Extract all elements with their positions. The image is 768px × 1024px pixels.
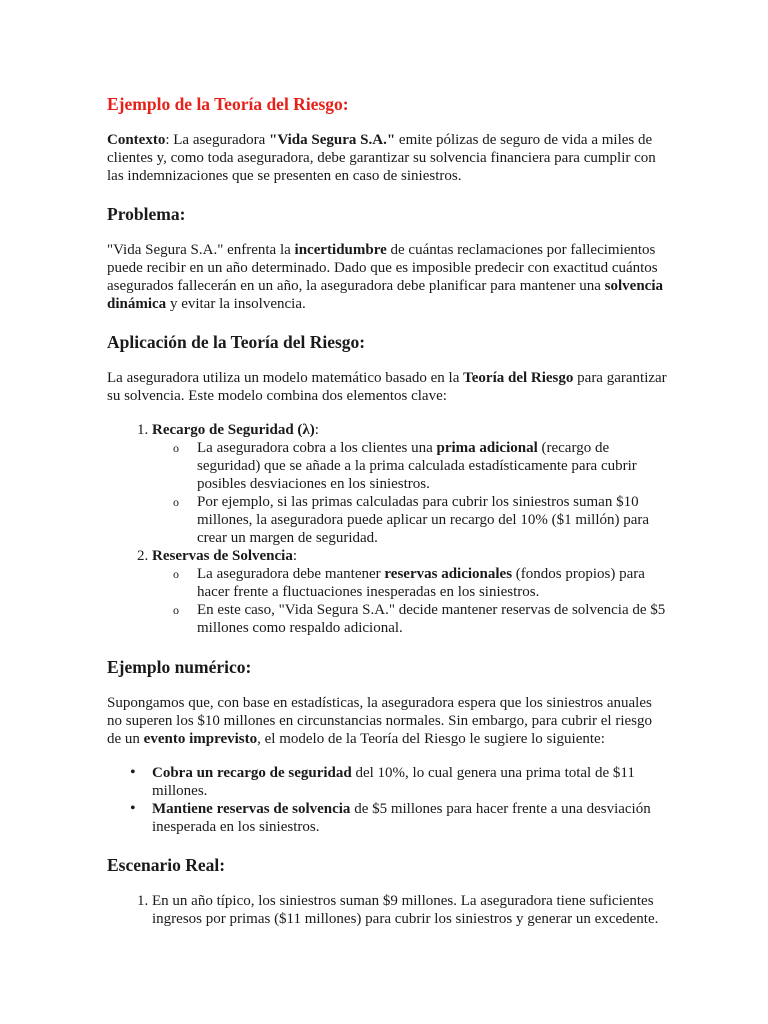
problema-bold-2: solvencia dinámica <box>107 278 664 312</box>
bullet-item <box>152 800 668 836</box>
problema-text-2: de cuántas reclamaciones por fallecimientos puede recibir en un año determinado. Dado que es imposible predecir con exactitud cuántos asegurados fallecerán en un año, la aseguradora debe planificar para mantener una <box>107 242 658 294</box>
sub-list-item <box>173 565 668 601</box>
sub-text: (recargo de seguridad) que se añade a la prima calculada estadísticamente para cubrir posibles desviaciones en los siniestros. <box>197 440 637 492</box>
sub-bold: reservas adicionales <box>384 566 513 582</box>
sub-text: (fondos propios) para hacer frente a fluctuaciones inesperadas en los siniestros. <box>197 566 645 600</box>
problema-paragraph <box>107 241 668 313</box>
sub-list-item <box>173 601 668 637</box>
aplicacion-text-2: para garantizar su solvencia. Este modelo combina dos elementos clave: <box>107 370 667 404</box>
sub-list-item <box>173 493 668 547</box>
document-title: Ejemplo de la Teoría del Riesgo: <box>107 94 349 114</box>
heading-ejemplo: Ejemplo numérico: <box>107 657 252 677</box>
company-name: "Vida Segura S.A." <box>269 132 396 148</box>
sub-text: La aseguradora cobra a los clientes una <box>197 440 437 456</box>
escenario-list <box>107 892 668 928</box>
bullet-bold: Mantiene reservas de solvencia <box>152 801 351 817</box>
item-suffix: : <box>292 548 297 564</box>
aplicacion-text-1: La aseguradora utiliza un modelo matemático basado en la <box>107 370 464 386</box>
sub-text: En este caso, "Vida Segura S.A." decide mantener reservas de solvencia de $5 millones como respaldo adicional. <box>197 602 666 636</box>
ejemplo-paragraph <box>107 694 668 748</box>
sub-list <box>152 439 668 547</box>
contexto-sep: : La aseguradora <box>165 132 270 148</box>
problema-text-1: "Vida Segura S.A." enfrenta la <box>107 242 295 258</box>
problema-text-3: y evitar la insolvencia. <box>166 296 306 312</box>
bullet-text: del 10%, lo cual genera una prima total de $11 millones. <box>152 765 635 799</box>
problema-bold-1: incertidumbre <box>294 242 387 258</box>
sub-text: La aseguradora debe mantener <box>197 566 385 582</box>
contexto-paragraph <box>107 131 668 185</box>
list-item <box>152 421 668 547</box>
contexto-text: emite pólizas de seguro de vida a miles de clientes y, como toda aseguradora, debe garantizar su solvencia financiera para cumplir con las indemnizaciones que se presenten en caso de siniestros. <box>107 132 656 184</box>
ejemplo-text-1: Supongamos que, con base en estadísticas, la aseguradora espera que los siniestros anuales no superen los $10 millones en circunstancias normales. Sin embargo, para cubrir el riesgo de un <box>107 695 652 747</box>
item-suffix: : <box>314 422 319 438</box>
sub-text: Por ejemplo, si las primas calculadas para cubrir los siniestros suman $10 millones, la aseguradora puede aplicar un recargo del 10% ($1 millón) para crear un margen de seguridad. <box>197 494 650 546</box>
aplicacion-bold-1: Teoría del Riesgo <box>463 370 574 386</box>
bullet-list <box>107 764 668 836</box>
heading-problema: Problema: <box>107 204 186 224</box>
sub-list-item <box>173 439 668 493</box>
item-label: Reservas de Solvencia <box>152 548 293 564</box>
list-item: 1. En un año típico, los siniestros suman $9 millones. La aseguradora tiene suficientes ingresos por primas ($11 millones) para cubrir los siniestros y generar un excedente. <box>152 892 668 928</box>
sub-bold: prima adicional <box>436 440 538 456</box>
bullet-bold: Cobra un recargo de seguridad <box>152 765 352 781</box>
heading-escenario: Escenario Real: <box>107 855 226 875</box>
ejemplo-bold-1: evento imprevisto <box>143 731 258 747</box>
bullet-item <box>152 764 668 800</box>
elementos-clave-list <box>107 421 668 637</box>
sub-list <box>152 565 668 637</box>
list-item <box>152 547 668 637</box>
heading-aplicacion: Aplicación de la Teoría del Riesgo: <box>107 332 366 352</box>
aplicacion-paragraph <box>107 369 668 405</box>
bullet-text: de $5 millones para hacer frente a una desviación inesperada en los siniestros. <box>152 801 651 835</box>
item-label: Recargo de Seguridad (λ) <box>152 422 315 438</box>
ejemplo-text-2: , el modelo de la Teoría del Riesgo le sugiere lo siguiente: <box>257 731 605 747</box>
contexto-label: Contexto <box>107 132 166 148</box>
